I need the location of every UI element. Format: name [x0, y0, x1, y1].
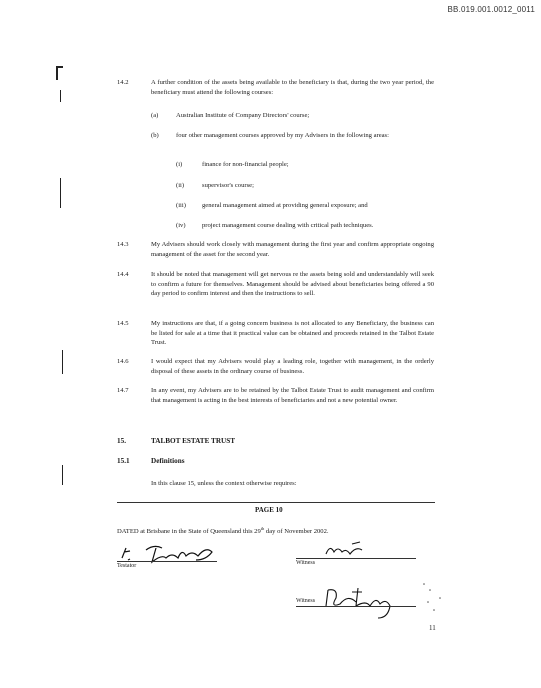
scan-mark — [56, 66, 58, 80]
subsection-title: Definitions — [151, 457, 185, 465]
clause-text: My instructions are that, if a going concern business is not allocated to any Beneficiary, the business can be listed for sale at a time that it practical value can be obtained and proceeds retained in the Talbot Estate Trust. — [151, 320, 434, 347]
dated-line — [117, 524, 437, 537]
dated-prefix: DATED at Brisbane in the State of Queensland this 29 — [117, 528, 261, 536]
clause-text: In any event, my Advisers are to be retained by the Talbot Estate Trust to audit management and confirm that management is acting in the best interests of beneficiaries and not a new potential owner. — [151, 387, 434, 404]
clause-number: 14.5 — [117, 320, 129, 327]
clause-number: 14.4 — [117, 271, 129, 278]
list-label: (iii) — [176, 202, 186, 209]
clause-text: I would expect that my Advisers would play a leading role, together with management, in the orderly disposal of these assets in the ordinary course of business. — [151, 358, 434, 375]
course-item: four other management courses approved by my Advisers in the following areas: — [176, 132, 389, 139]
clause-number: 14.2 — [117, 79, 129, 86]
list-label: (a) — [151, 112, 159, 119]
scan-mark — [62, 350, 63, 374]
testator-label: Testator — [117, 563, 137, 569]
section-number: 15. — [117, 437, 126, 445]
course-item: project management course dealing with critical path techniques. — [202, 222, 374, 229]
witness-2-signature — [318, 584, 404, 624]
clause-number: 14.6 — [117, 358, 129, 365]
witness-2-signature-line — [296, 606, 416, 607]
list-label: (ii) — [176, 182, 185, 189]
witness-1-signature — [322, 538, 372, 560]
clause-text: My Advisers should work closely with management during the first year and confirm appropriate ongoing management of the asset for the second year. — [151, 241, 434, 258]
course-item: supervisor's course; — [202, 182, 254, 189]
clause-number: 14.3 — [117, 241, 129, 248]
testator-signature-line — [117, 561, 217, 562]
clause-number: 14.7 — [117, 387, 129, 394]
course-item: general management aimed at providing general exposure; and — [202, 202, 368, 209]
course-item: finance for non-financial people; — [202, 161, 289, 168]
dated-suffix-th: th — [260, 526, 265, 531]
scan-mark — [56, 66, 63, 68]
clause-text: A further condition of the assets being available to the beneficiary is that, during the two year period, the beneficiary must attend the following courses: — [151, 79, 434, 96]
dated-suffix: day of November 2002. — [264, 528, 329, 536]
course-item: Australian Institute of Company Directors' course; — [176, 112, 310, 119]
clause-text: It should be noted that management will get nervous re the assets being sold and understandably will seek to confirm a future for themselves. Management should be advised about beneficiaries being offered a 90 day period to confirm interest and then the instructions to sell. — [151, 271, 434, 298]
witness-1-signature-line — [296, 558, 416, 559]
list-label: (i) — [176, 161, 183, 168]
scan-mark — [60, 90, 61, 102]
section-title: TALBOT ESTATE TRUST — [151, 437, 236, 445]
witness-1-label: Witness — [296, 560, 316, 566]
witness-2-label: Witness — [296, 598, 316, 604]
scan-mark — [60, 178, 61, 208]
subsection-number: 15.1 — [117, 457, 130, 465]
corner-page-number: 11 — [429, 624, 436, 632]
list-label: (b) — [151, 132, 159, 139]
list-label: (iv) — [176, 222, 186, 229]
scan-mark — [62, 465, 63, 485]
document-id: BB.019.001.0012_0011 — [447, 5, 535, 14]
page-divider — [117, 502, 435, 503]
page-label: PAGE 10 — [255, 506, 283, 514]
section-intro: In this clause 15, unless the context otherwise requires: — [151, 480, 297, 487]
scan-dots — [420, 580, 450, 620]
